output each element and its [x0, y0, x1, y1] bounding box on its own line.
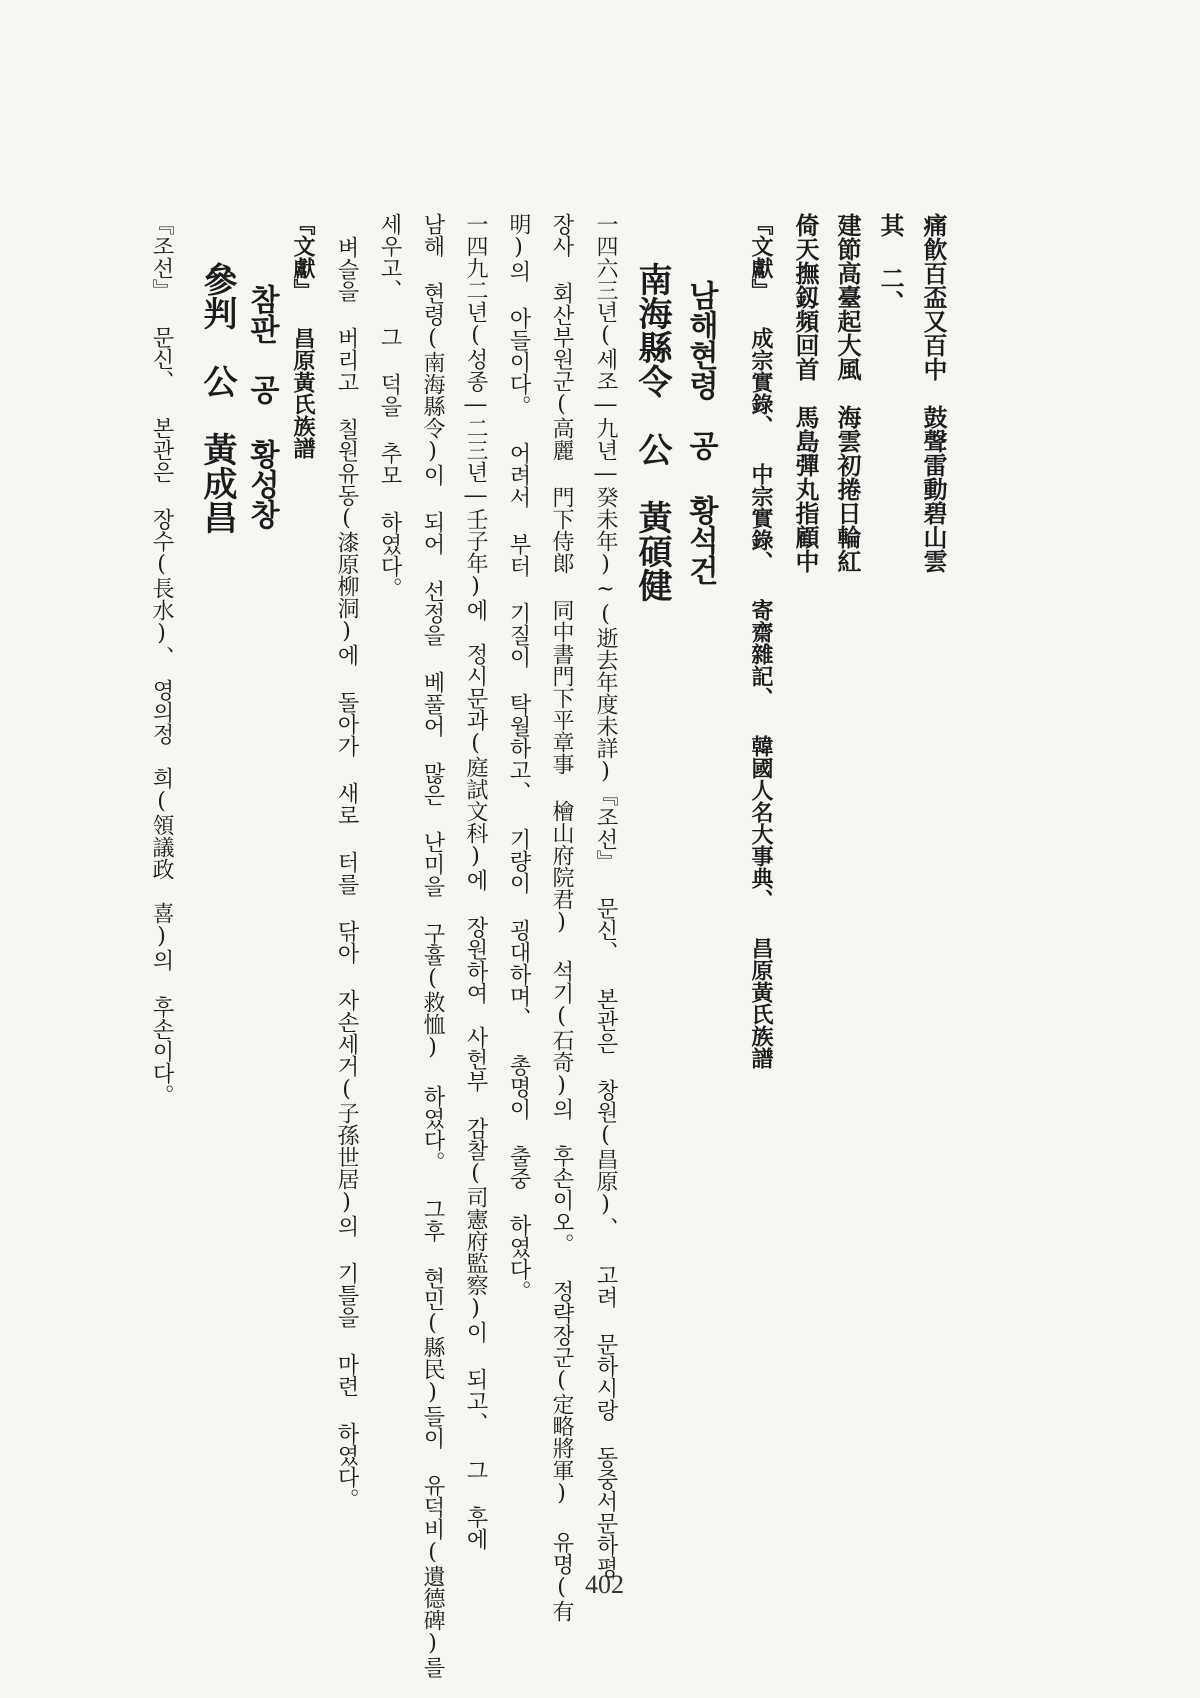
poem-line-3: 倚天撫釼頻回首 馬島彈丸指顧中	[791, 213, 820, 573]
section1-title-korean: 남해현령 공 황석건	[683, 280, 718, 585]
section2-title-hanja: 參判 公 黃成昌	[197, 262, 237, 534]
section1-body-line: 벼슬을 버리고 칠원유동(漆原柳洞)에 돌아가 새로 터를 닦아 자손세거(子孫世居)의 기틀을 마련 하였다。	[334, 236, 359, 1510]
section1-body-line: 남해 현령(南海縣令)이 되어 선정을 베풀어 많은 난미을 구휼(救恤) 하였다。 그후 현민(縣民)들이 유덕비(遺德碑)를	[420, 213, 445, 1678]
poem-line-2: 建節高臺起大風 海雲初捲日輪紅	[833, 213, 862, 573]
poem-source: 『文獻』 成宗實錄、 中宗實錄、 寄齋雜記、 韓國人名大事典、 昌原黃氏族譜	[748, 213, 774, 1069]
poem-line-1: 痛飮百盃又百中 鼓聲雷動碧山雲	[919, 213, 948, 573]
section1-title-hanja: 南海縣令 公 黃碩健	[632, 262, 672, 602]
section1-body-line: 세우고、 그 덕을 추모 하였다。	[377, 213, 402, 599]
poem-subtitle: 其 二、	[876, 213, 905, 314]
section1-source: 『文獻』 昌原黃氏族譜	[290, 213, 316, 459]
section2-title-korean: 참판 공 황성창	[244, 284, 279, 529]
page-number: 402	[585, 1570, 624, 1599]
section2-body-line: 『조선』 문신、 본관은 장수(長水)、 영의정 희(領議政 喜)의 후손이다。	[149, 213, 174, 1106]
section1-body-line: 一四六三년(세조―九년―癸未年)~(逝去年度未詳)『조선』 문신、 본관은 창원(昌原)、 고려 문하시랑 동중서문하평	[593, 213, 618, 1578]
section1-body-line: 明)의 아들이다。 어려서 부터 기질이 탁월하고、 기량이 굉대하며、 총명이 출중 하였다。	[506, 213, 531, 1302]
section1-body-line: 一四九二년(성종―二三년―壬子年)에 정시문과(庭試文科)에 장원하여 사헌부 감찰(司憲府監察)이 되고、 그 후에	[463, 213, 488, 1550]
section1-body-line: 장사 회산부원군(高麗 門下侍郞 同中書門下平章事 檜山府院君) 석기(石奇)의 후손이오。 정략장군(定略將軍) 유명(有	[549, 213, 574, 1622]
